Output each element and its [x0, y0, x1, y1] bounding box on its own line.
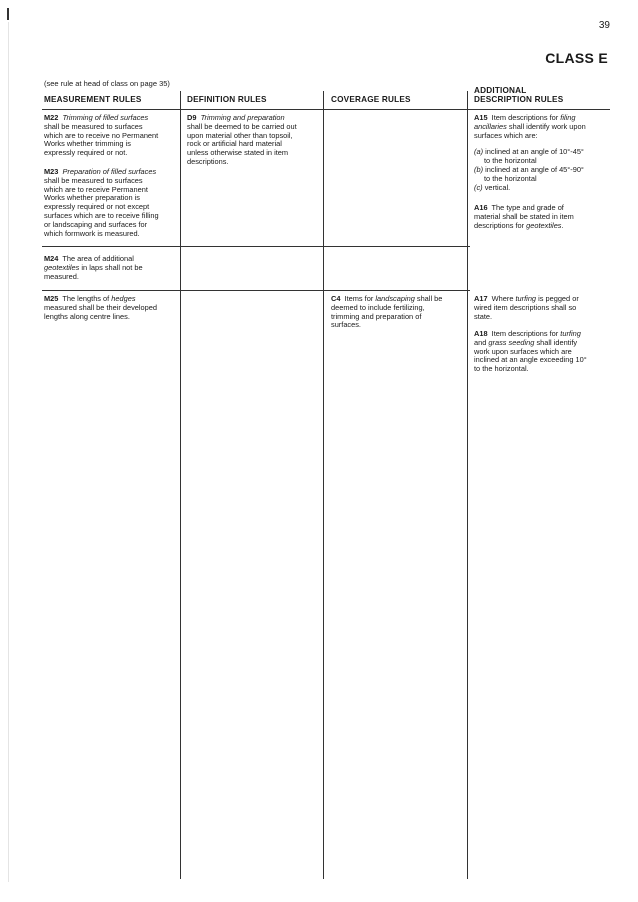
rule-code: A18: [474, 329, 488, 338]
rule-a17: [474, 295, 614, 321]
rule-title: Trimming and preparation: [200, 113, 285, 122]
rule-text-line: surfaces which are to receive filling: [44, 210, 159, 220]
rule-text-line: Works whether trimming is: [44, 139, 131, 149]
rule-text-line: to the horizontal: [484, 156, 537, 166]
rule-text-line: is pegged or: [536, 294, 579, 303]
column-divider-1: [180, 91, 181, 879]
page-number: 39: [598, 20, 610, 31]
rule-text-line: lengths along centre lines.: [44, 311, 130, 321]
rule-text-line: shall identify work upon: [506, 121, 586, 131]
rule-text-line: Where: [491, 294, 516, 303]
row-divider-2: [42, 290, 470, 291]
header-additional-line1: ADDITIONAL: [474, 86, 527, 95]
rule-keyword: landscaping: [375, 294, 415, 303]
rule-code: M24: [44, 254, 59, 263]
rule-keyword: geotextiles: [526, 220, 562, 230]
rule-text-line: work upon surfaces which are: [474, 346, 572, 356]
rule-m23: [44, 168, 178, 238]
rule-text-line: to the horizontal.: [474, 364, 529, 374]
list-label: (a): [474, 147, 484, 157]
rule-code: C4: [331, 294, 341, 303]
rule-text-line: to the horizontal: [484, 173, 537, 183]
rule-text-line: which are to receive Permanent: [44, 184, 148, 194]
row-divider-1: [42, 246, 470, 247]
rule-text-line: Item descriptions for: [491, 329, 561, 338]
rule-text-line: expressly required or not except: [44, 202, 150, 212]
header-coverage-rules: COVERAGE RULES: [331, 95, 411, 104]
rule-text-line: measured shall be their developed: [44, 302, 157, 312]
rule-text-line: state.: [474, 311, 493, 321]
rule-keyword: turfing: [515, 294, 537, 303]
rule-text-line: Items for: [344, 294, 376, 303]
rule-text-line: which are to receive no Permanent: [44, 130, 159, 140]
rule-keyword: geotextiles: [44, 262, 80, 272]
rule-title: Trimming of filled surfaces: [62, 113, 149, 122]
rule-text-line: The area of additional: [62, 254, 134, 263]
rule-text-line: trimming and preparation of: [331, 311, 422, 321]
list-label: (c): [474, 182, 483, 192]
rule-code: M23: [44, 167, 59, 176]
rule-title: Preparation of filled surfaces: [62, 167, 157, 176]
header-additional-description-rules: [474, 86, 563, 104]
rule-text-line: surfaces which are:: [474, 130, 538, 140]
rule-keyword: filing: [560, 113, 576, 122]
rule-text-line: The lengths of: [62, 294, 112, 303]
scan-mark: [7, 8, 9, 20]
rule-text-line: surfaces.: [331, 320, 361, 330]
rule-text-line: unless otherwise stated in item: [187, 148, 289, 158]
header-rule: [42, 109, 610, 110]
rule-d9: [187, 114, 321, 167]
rule-text-line: inclined at an angle exceeding 10°: [474, 355, 587, 365]
header-measurement-rules: MEASUREMENT RULES: [44, 95, 142, 104]
rule-text-line: shall identify: [534, 337, 578, 347]
rule-m25: [44, 295, 178, 321]
reference-note: (see rule at head of class on page 35): [44, 79, 170, 88]
rule-code: A17: [474, 294, 488, 303]
rule-text-line: and: [474, 337, 489, 347]
rule-a15: [474, 114, 614, 192]
rule-text-line: or landscaping and surfaces for: [44, 219, 148, 229]
rule-text-line: descriptions for: [474, 220, 527, 230]
rule-text-line: wired item descriptions shall so: [474, 302, 577, 312]
rule-text-line: in laps shall not be: [79, 262, 143, 272]
column-divider-2: [323, 91, 324, 879]
rule-text-line: shall be: [414, 294, 443, 303]
rule-code: A15: [474, 113, 488, 122]
rule-text-line: material shall be stated in item: [474, 211, 574, 221]
rule-text-line: descriptions.: [187, 156, 229, 166]
rule-text-line: inclined at an angle of 45°-90°: [485, 164, 584, 174]
rule-text-line: Item descriptions for: [491, 113, 561, 122]
list-label: (b): [474, 164, 484, 174]
rule-a16: [474, 204, 614, 230]
rule-text-line: .: [561, 220, 564, 230]
rule-m24: [44, 255, 178, 281]
class-title: CLASS E: [545, 50, 608, 66]
rule-code: M22: [44, 113, 59, 122]
column-divider-3: [467, 91, 468, 879]
rule-text-line: which formwork is measured.: [44, 228, 140, 238]
rule-text-line: vertical.: [484, 182, 511, 192]
rule-m22: [44, 114, 178, 158]
rule-text-line: rock or artificial hard material: [187, 139, 282, 149]
rule-keyword: hedges: [111, 294, 136, 303]
rule-text-line: shall be measured to surfaces: [44, 121, 143, 131]
rule-text-line: The type and grade of: [491, 203, 564, 212]
header-additional-line2: DESCRIPTION RULES: [474, 95, 564, 104]
rule-text-line: inclined at an angle of 10°-45°: [485, 147, 584, 157]
rule-text-line: Works whether preparation is: [44, 193, 140, 203]
rule-text-line: measured.: [44, 271, 79, 281]
header-definition-rules: DEFINITION RULES: [187, 95, 267, 104]
binding-edge: [8, 22, 9, 882]
rule-text-line: upon material other than topsoil,: [187, 130, 293, 140]
rule-keyword: turfing: [560, 329, 581, 338]
rule-code: A16: [474, 203, 488, 212]
rule-code: M25: [44, 294, 59, 303]
rule-text-line: deemed to include fertilizing,: [331, 302, 425, 312]
rule-text-line: expressly required or not.: [44, 148, 128, 158]
rule-code: D9: [187, 113, 197, 122]
rule-c4: [331, 295, 465, 330]
rule-text-line: shall be deemed to be carried out: [187, 121, 297, 131]
rule-keyword: ancillaries: [474, 121, 507, 131]
rule-a18: [474, 330, 614, 374]
rule-text-line: shall be measured to surfaces: [44, 175, 143, 185]
rule-keyword: grass seeding: [488, 337, 535, 347]
